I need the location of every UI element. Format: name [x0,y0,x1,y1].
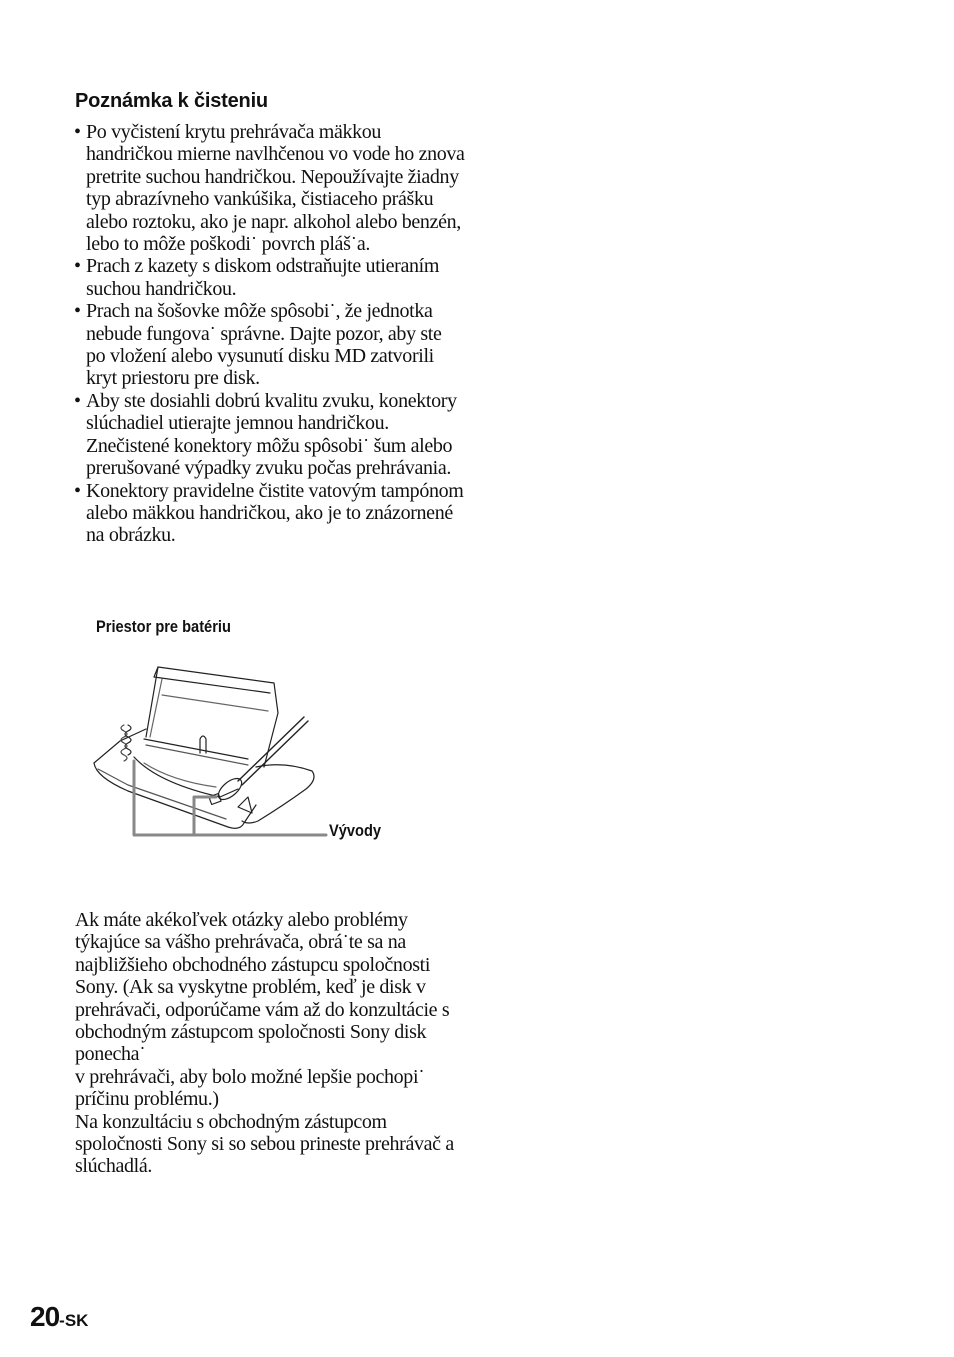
bullet-text: Po vyčistení krytu prehrávača mäkkou handričkou mierne navlhčenou vo vode ho znova pretrite suchou handričkou. Nepoužívajte žiadny typ abrazívneho vankúšika, čistiaceho prášku alebo roztoku, ako je napr. alkohol alebo benzén, lebo to môže poškodi˙ povrch pláš˙a. [86,121,465,256]
section-heading: Poznámka k čisteniu [75,90,268,112]
bullet-text: Konektory pravidelne čistite vatovým tampónom alebo mäkkou handričkou, ako je to znázornené na obrázku. [86,479,464,547]
page-number-value: 20 [30,1301,60,1332]
bullet-symbol: • [74,121,81,143]
bullet-text: Aby ste dosiahli dobrú kvalitu zvuku, konektory slúchadiel utierajte jemnou handričkou. Znečistené konektory môžu spôsobi˙ šum alebo prerušované výpadky zvuku počas prehrávania. [86,389,457,480]
list-item [75,121,465,255]
page-number-suffix: -SK [59,1311,89,1330]
page-number [30,1301,88,1333]
bullet-list [75,121,465,547]
battery-compartment-illustration [88,655,328,845]
list-item [75,255,465,300]
figure-label-battery-compartment: Priestor pre batériu [96,617,231,636]
list-item [75,480,465,547]
list-item [75,390,465,480]
bullet-text: Prach na šošovke môže spôsobi˙, že jednotka nebude fungova˙ správne. Dajte pozor, aby ste po vložení alebo vysunutí disku MD zatvorili kryt priestoru pre disk. [86,300,442,390]
bullet-symbol: • [74,389,81,412]
figure-label-terminals: Vývody [329,821,382,840]
bullet-symbol: • [74,255,81,278]
bullet-text: Prach z kazety s diskom odstraňujte utieraním suchou handričkou. [86,255,440,300]
list-item [75,300,465,390]
bullet-symbol: • [74,479,81,502]
bullet-symbol: • [74,300,81,323]
contact-paragraph: Ak máte akékoľvek otázky alebo problémy týkajúce sa vášho prehrávača, obrá˙te sa na najbližšieho obchodného zástupcu spoločnosti Sony. (Ak sa vyskytne problém, keď je disk v prehrávači, odporúčame vám až do konzultácie s obchodným zástupcom spoločnosti Sony disk ponecha˙ v prehrávači, aby bolo možné lepšie pochopi˙ príčinu problému.) Na konzultáciu s obchodným zástupcom spoločnosti Sony si so sebou prineste prehrávač a slúchadlá. [75,909,454,1178]
